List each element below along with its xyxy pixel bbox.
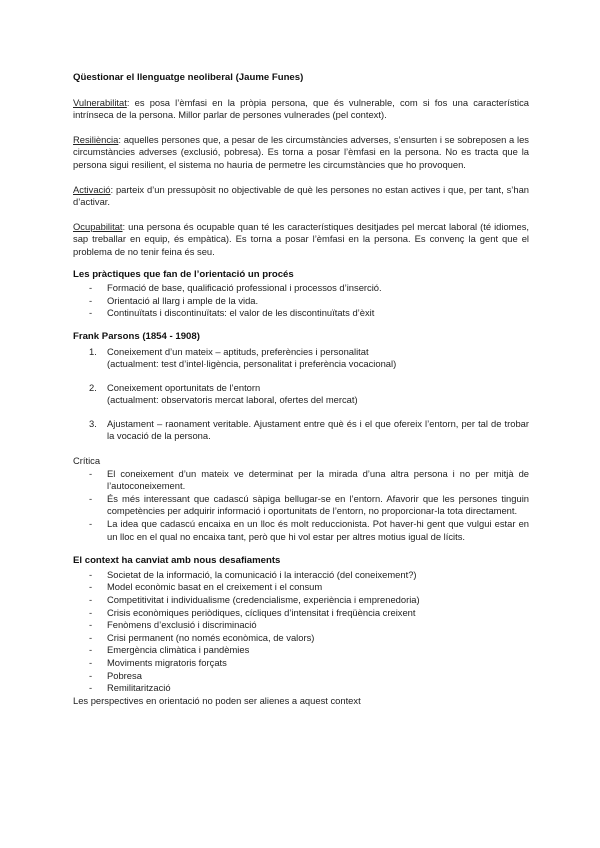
critica-list [73,468,529,544]
practiques-heading: Les pràctiques que fan de l’orientació un procés [73,268,294,280]
critica-label: Crítica [73,455,101,467]
dash-bullet: - [89,619,93,631]
definition-term: Vulnerabilitat [73,96,127,108]
list-item: - Remilitarització [89,682,171,694]
parsons-list [73,346,529,444]
list-number: 1. [89,345,97,357]
list-item: - Moviments migratoris forçats [89,656,227,668]
list-number: 3. [89,417,97,429]
dash-bullet: - [89,682,93,694]
dash-bullet: - [89,294,93,306]
list-item: - Model econòmic basat en el creixement i el consum [89,581,323,593]
dash-bullet: - [89,656,93,668]
dash-bullet: - [89,568,93,580]
list-item: 2. Coneixement oportunitats de l’entorn (actualment: observatoris mercat laboral, ofertes del mercat) [89,381,358,406]
document-title: Qüestionar el llenguatge neoliberal (Jaume Funes) [73,72,304,83]
list-item: - La idea que cadascú encaixa en un lloc és molt reduccionista. Pot haver-hi gent que vulgui estar en un lloc en el qual no encaixa tant, però que hi vol estar per altres motius igual de lícits. [89,518,529,542]
list-item: - Competitivitat i individualisme (credencialisme, experiència i emprenedoria) [89,594,420,605]
context-closing: Les perspectives en orientació no poden ser alienes a aquest context [73,694,361,706]
dash-bullet: - [89,282,93,294]
list-item: - És més interessant que cadascú sàpiga bellugar-se en l’entorn. Afavorir que les persones tinguin competències per adquirir informació i oportunitats de l’entorn, no proporcionar-la tota directament. [89,492,529,517]
list-item: - Orientació al llarg i ample de la vida. [89,294,259,306]
definition-vulnerabilitat [73,97,529,122]
list-number: 2. [89,381,97,393]
definition-term: Resiliència [73,133,119,145]
dash-bullet: - [89,644,93,656]
list-item: 1. Coneixement d’un mateix – aptituds, preferències i personalitat (actualment: test d’intel·ligència, personalitat i preferència vocacional) [89,345,397,370]
dash-bullet: - [89,581,93,593]
list-item: 3. Ajustament – raonament veritable. Ajustament entre què és i el que ofereix l’entorn, per tal de trobar la vocació de la persona. [89,417,529,442]
dash-bullet: - [89,606,93,618]
dash-bullet: - [89,307,93,319]
definition-resiliencia [73,134,529,172]
context-list [73,569,529,695]
list-item: - El coneixement d’un mateix ve determinat per la mirada d’una altra persona i no per mitjà de l’autoconeixement. [89,467,529,492]
list-item: - Crisi permanent (no només econòmica, de valors) [89,631,315,643]
document-page [73,72,529,707]
dash-bullet: - [89,631,93,643]
list-item: - Pobresa [89,669,142,681]
dash-bullet: - [89,492,93,504]
dash-bullet: - [89,594,93,605]
list-item: - Emergència climàtica i pandèmies [89,644,250,656]
definition-activacio [73,184,529,209]
list-item: - Crisis econòmiques periòdiques, cícliques d’intensitat i freqüència creixent [89,606,416,618]
definition-text: : parteix d’un pressupòsit no objectivable de què les persones no estan actives i que, per tant, s’han d’activar. [73,183,529,208]
definition-ocupabilitat [73,221,529,259]
dash-bullet: - [89,669,93,681]
practiques-list [73,282,529,320]
parsons-heading: Frank Parsons (1854 - 1908) [73,330,200,342]
list-item: - Continuïtats i discontinuïtats: el valor de les discontinuïtats d’èxit [89,307,375,319]
definition-term: Ocupabilitat [73,220,123,232]
definitions-section [73,97,529,259]
list-item: - Societat de la informació, la comunicació i la interacció (del coneixement?) [89,568,417,580]
definition-text: : aquelles persones que, a pesar de les circumstàncies adverses, s’ensurten i se sobreposen a les circumstàncies adverses (exclusió, pobresa). Es torna a posar l’èmfasi en la persona. No es tracta que la persona sigui resilient, el sistema no hauria de permetre les circumstàncies que ho provoquen. [73,133,529,170]
dash-bullet: - [89,518,93,530]
definition-text: : una persona és ocupable quan té les característiques desitjades pel mercat laboral (té idiomes, sap treballar en equip, és empàtica). Es torna a posar l’èmfasi en la persona. Es convenç la gent que el problema de no tenir feina és seu. [73,220,529,257]
dash-bullet: - [89,467,93,479]
context-heading: El context ha canviat amb nous desafiaments [73,555,281,567]
list-item: - Fenòmens d’exclusió i discriminació [89,619,257,631]
definition-term: Activació [73,183,111,195]
list-item: - Formació de base, qualificació professional i processos d’inserció. [89,282,382,294]
definition-text: : es posa l’èmfasi en la pròpia persona, que és vulnerable, com si fos una característica intrínseca de la persona. Millor parlar de persones vulnerades (pel context). [73,96,529,121]
